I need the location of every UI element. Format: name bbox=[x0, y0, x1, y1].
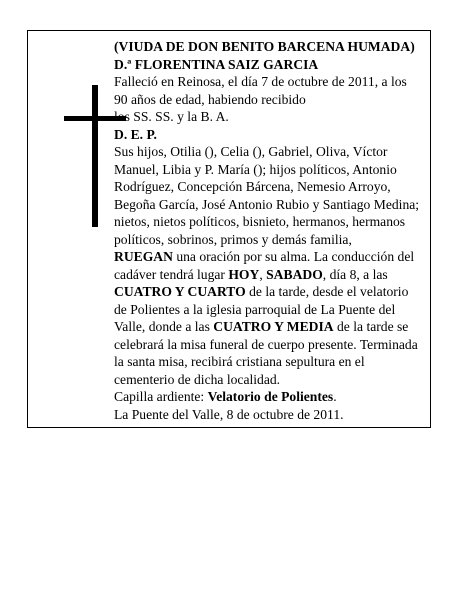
funeral-line-1 bbox=[114, 266, 424, 284]
death-line-3: los SS. SS. y la B. A. bbox=[114, 109, 229, 124]
chapel-label: Capilla ardiente: bbox=[114, 389, 208, 404]
funeral-time-2: CUATRO Y MEDIA bbox=[213, 319, 334, 334]
funeral-hoy: HOY bbox=[228, 266, 260, 282]
rip-line: D. E. P. bbox=[114, 126, 157, 142]
widow-line: (VIUDA DE DON BENITO BARCENA HUMADA) bbox=[114, 39, 415, 54]
funeral-l4-rest: de la tarde se bbox=[333, 319, 409, 334]
family-line-4: Begoña García, José Antonio Rubio y Santiago Medina; bbox=[114, 196, 420, 212]
family-line-3: Rodríguez, Concepción Bárcena, Nemesio Arroyo, bbox=[114, 179, 391, 194]
death-line-2: 90 años de edad, habiendo recibido bbox=[114, 91, 306, 107]
funeral-l1-rest: , día 8, a las bbox=[322, 266, 388, 282]
funeral-l1-start: cadáver tendrá lugar bbox=[114, 266, 229, 282]
chapel-place: Velatorio de Polientes bbox=[207, 389, 334, 404]
family-line-1: Sus hijos, Otilia (), Celia (), Gabriel, Oliva, Víctor bbox=[114, 144, 388, 159]
funeral-l4-start: Valle, donde a las bbox=[114, 319, 214, 334]
funeral-time-1: CUATRO Y CUARTO bbox=[114, 284, 246, 299]
funeral-line-2 bbox=[114, 283, 424, 301]
funeral-sabado: SABADO bbox=[266, 266, 323, 282]
notice-text bbox=[114, 38, 424, 423]
funeral-line-7: cementerio de dicha localidad. bbox=[114, 371, 281, 387]
footer-line: La Puente del Valle, 8 de octubre de 2011. bbox=[114, 406, 344, 422]
request-verb: RUEGAN bbox=[114, 249, 173, 264]
family-line-6: políticos, sobrinos, primos y demás familia, bbox=[114, 231, 352, 247]
chapel-end: . bbox=[333, 389, 337, 404]
death-line-1: Falleció en Reinosa, el día 7 de octubre de 2011, a los bbox=[114, 74, 407, 89]
funeral-sep: , bbox=[259, 266, 267, 282]
funeral-line-6: la santa misa, recibirá cristiana sepultura en el bbox=[114, 354, 365, 369]
funeral-l2-rest: de la tarde, desde el velatorio bbox=[245, 284, 409, 299]
request-line bbox=[114, 248, 424, 266]
funeral-line-4 bbox=[114, 318, 424, 336]
chapel-line bbox=[114, 388, 424, 406]
funeral-line-3: de Polientes a la iglesia parroquial de La Puente del bbox=[114, 301, 396, 317]
deceased-name: D.ª FLORENTINA SAIZ GARCIA bbox=[114, 56, 319, 72]
request-rest: una oración por su alma. La conducción del bbox=[172, 249, 415, 264]
family-line-5: nietos, nietos políticos, bisnieto, hermanos, hermanos bbox=[114, 214, 406, 229]
family-line-2: Manuel, Libia y P. María (); hijos políticos, Antonio bbox=[114, 161, 397, 177]
cross-vertical-bar bbox=[92, 85, 98, 227]
funeral-line-5: celebrará la misa funeral de cuerpo presente. Terminada bbox=[114, 336, 418, 352]
